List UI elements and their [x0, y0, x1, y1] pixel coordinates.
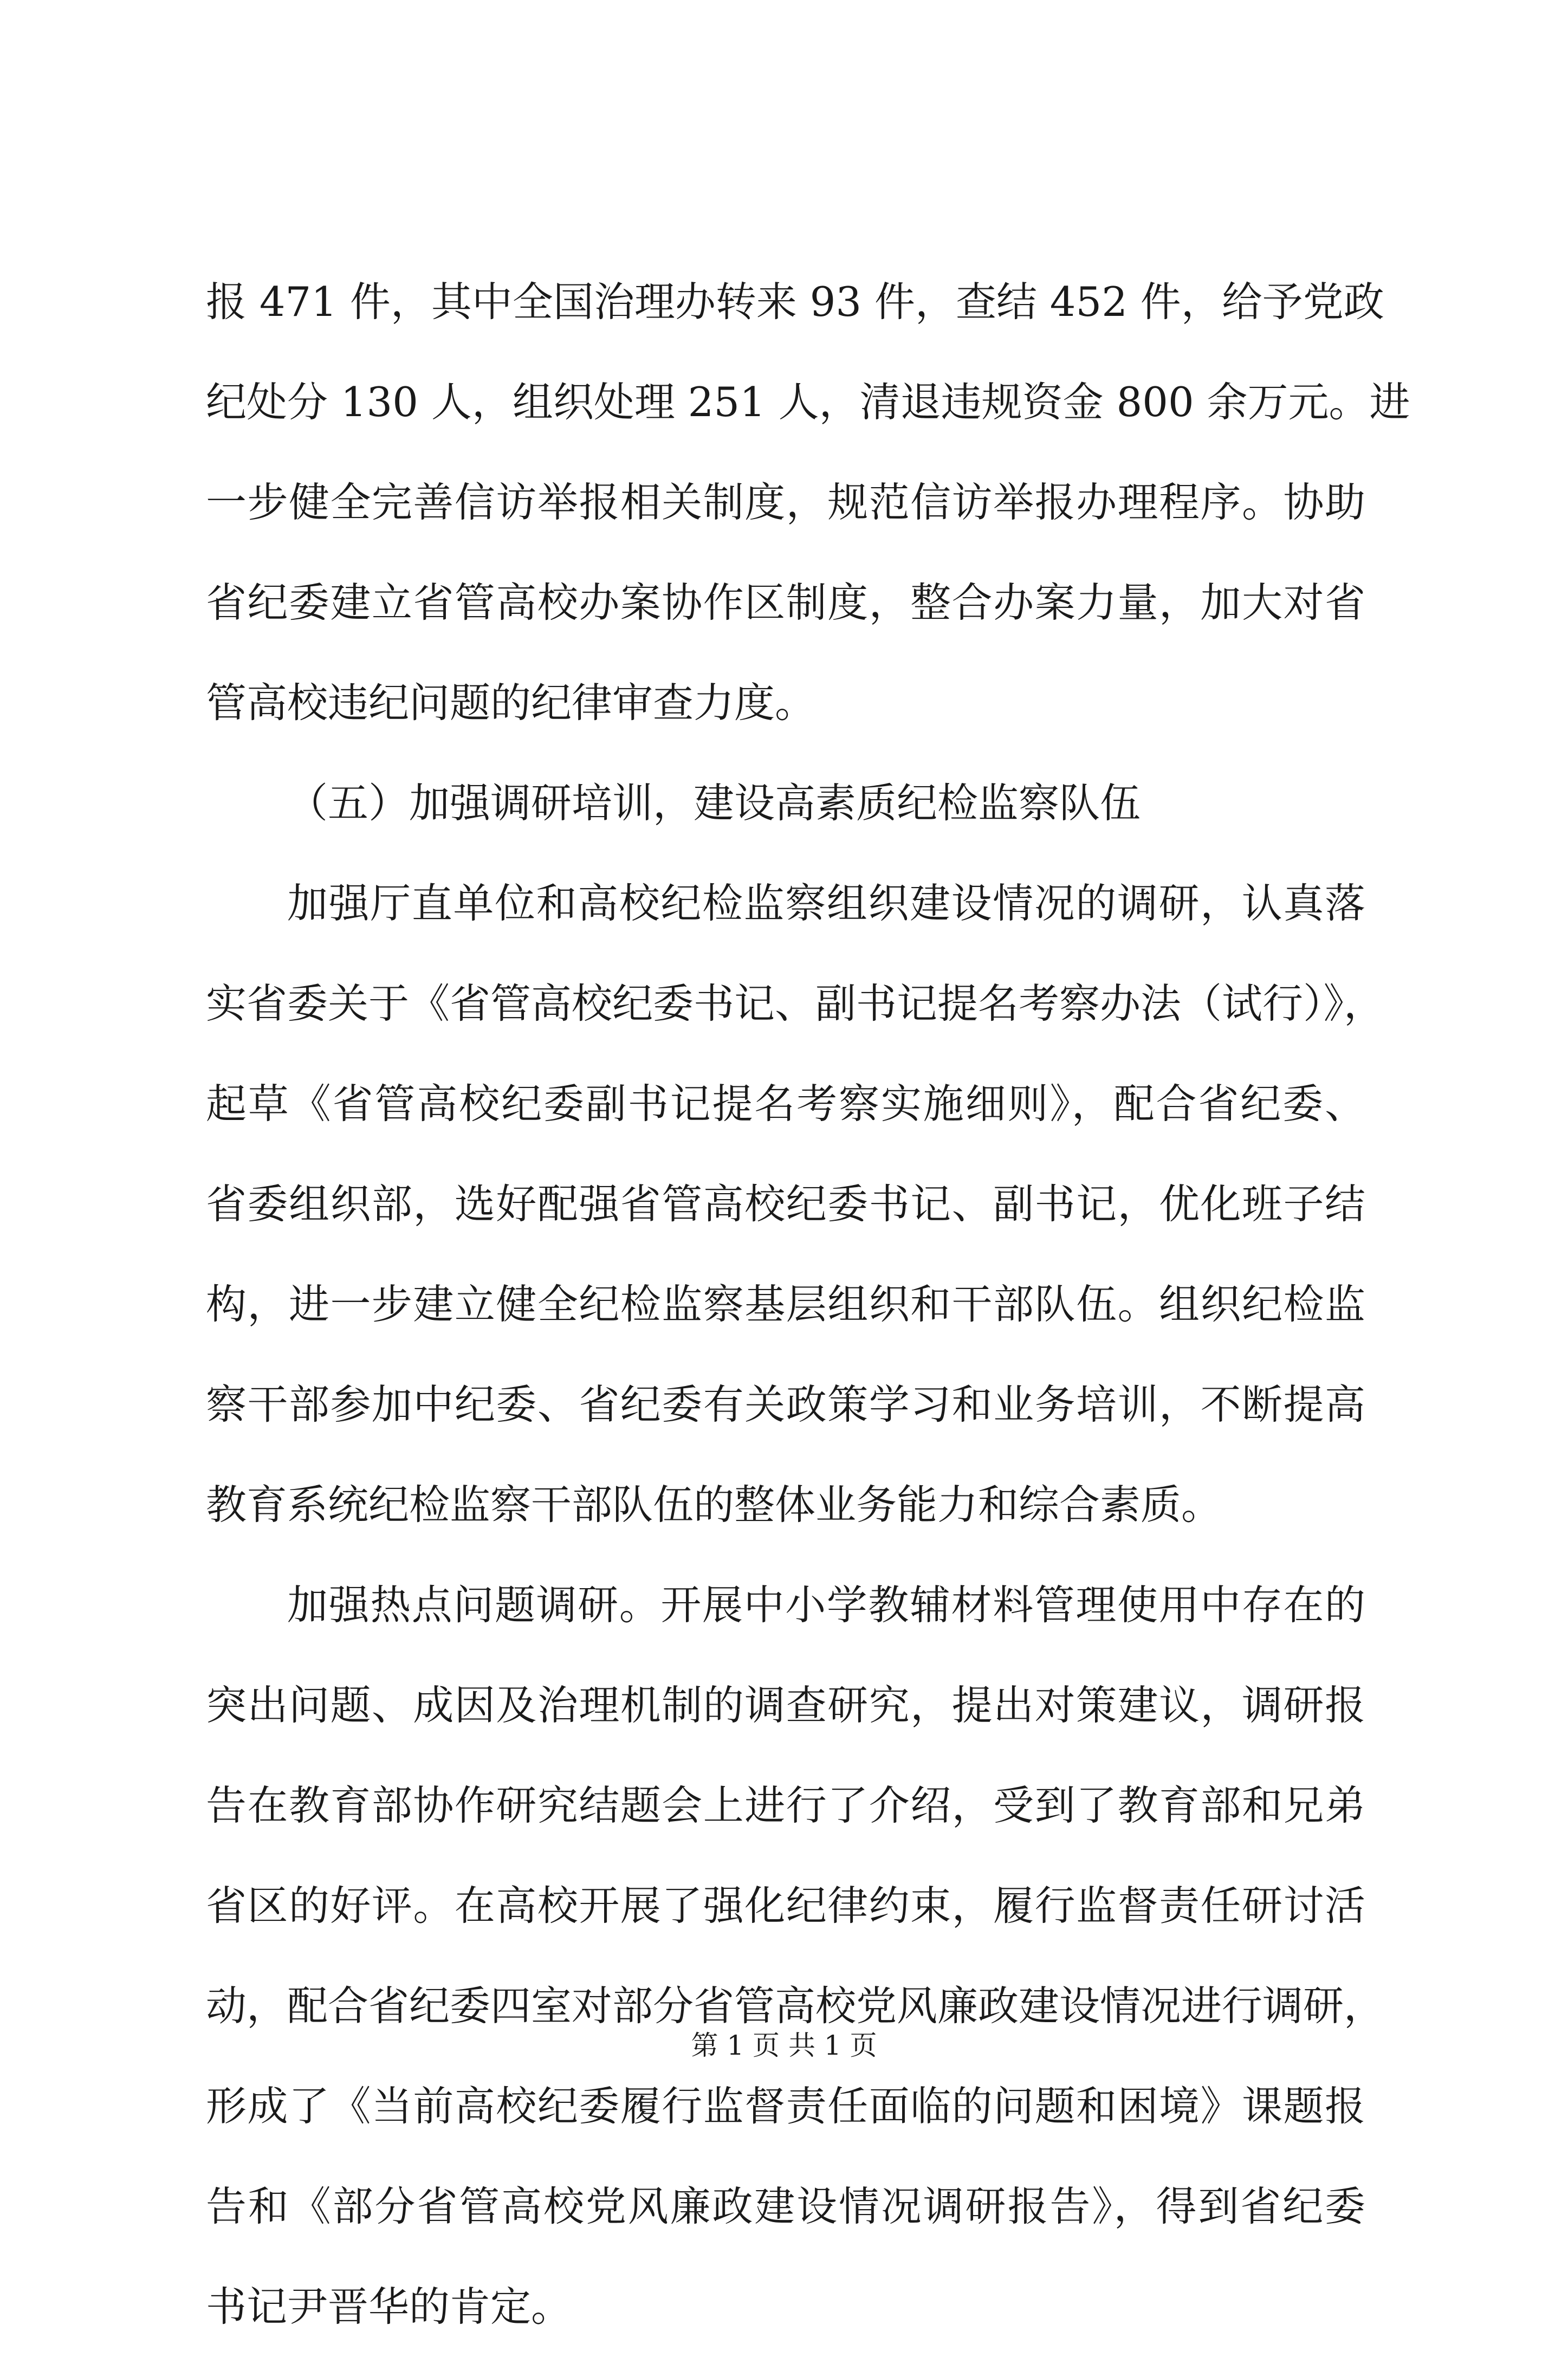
- text-line: 省委组织部，选好配强省管高校纪委书记、副书记，优化班子结: [206, 1180, 1365, 1228]
- text-line: 起草《省管高校纪委副书记提名考察实施细则》，配合省纪委、: [206, 1080, 1365, 1128]
- text-line: 书记尹晋华的肯定。: [206, 2283, 572, 2330]
- section-heading: （五）加强调研培训，建设高素质纪检监察队伍: [287, 779, 1141, 827]
- text-line: 省区的好评。在高校开展了强化纪律约束，履行监督责任研讨活: [206, 1882, 1365, 1929]
- text-line: 报 471 件，其中全国治理办转来 93 件，查结 452 件，给予党政: [206, 278, 1384, 326]
- paragraph-1: [206, 252, 1410, 753]
- text-line: 动，配合省纪委四室对部分省管高校党风廉政建设情况进行调研，: [206, 1982, 1385, 2030]
- text-line: 实省委关于《省管高校纪委书记、副书记提名考察办法（试行）》，: [206, 980, 1385, 1027]
- text-line: 加强厅直单位和高校纪检监察组织建设情况的调研，认真落: [287, 879, 1365, 927]
- text-line: 教育系统纪检监察干部队伍的整体业务能力和综合素质。: [206, 1481, 1222, 1529]
- text-line: 察干部参加中纪委、省纪委有关政策学习和业务培训，不断提高: [206, 1381, 1365, 1428]
- text-line: 突出问题、成因及治理机制的调查研究，提出对策建议，调研报: [206, 1681, 1365, 1729]
- page-number-footer: 第 1 页 共 1 页: [691, 2030, 877, 2061]
- text-line: 一步健全完善信访举报相关制度，规范信访举报办理程序。协助: [206, 478, 1365, 526]
- paragraph-3: [206, 1555, 1385, 2357]
- paragraph-2: [206, 853, 1385, 1555]
- text-line: 构，进一步建立健全纪检监察基层组织和干部队伍。组织纪检监: [206, 1280, 1365, 1328]
- text-line: 告在教育部协作研究结题会上进行了介绍，受到了教育部和兄弟: [206, 1782, 1365, 1829]
- text-line: 加强热点问题调研。开展中小学教辅材料管理使用中存在的: [287, 1581, 1365, 1629]
- text-line: 管高校违纪问题的纪律审查力度。: [206, 679, 816, 727]
- text-line: 告和《部分省管高校党风廉政建设情况调研报告》，得到省纪委: [206, 2183, 1365, 2230]
- text-line: 纪处分 130 人，组织处理 251 人，清退违规资金 800 余万元。进: [206, 378, 1410, 426]
- text-line: 省纪委建立省管高校办案协作区制度，整合办案力量，加大对省: [206, 579, 1365, 626]
- text-line: 形成了《当前高校纪委履行监督责任面临的问题和困境》课题报: [206, 2082, 1365, 2130]
